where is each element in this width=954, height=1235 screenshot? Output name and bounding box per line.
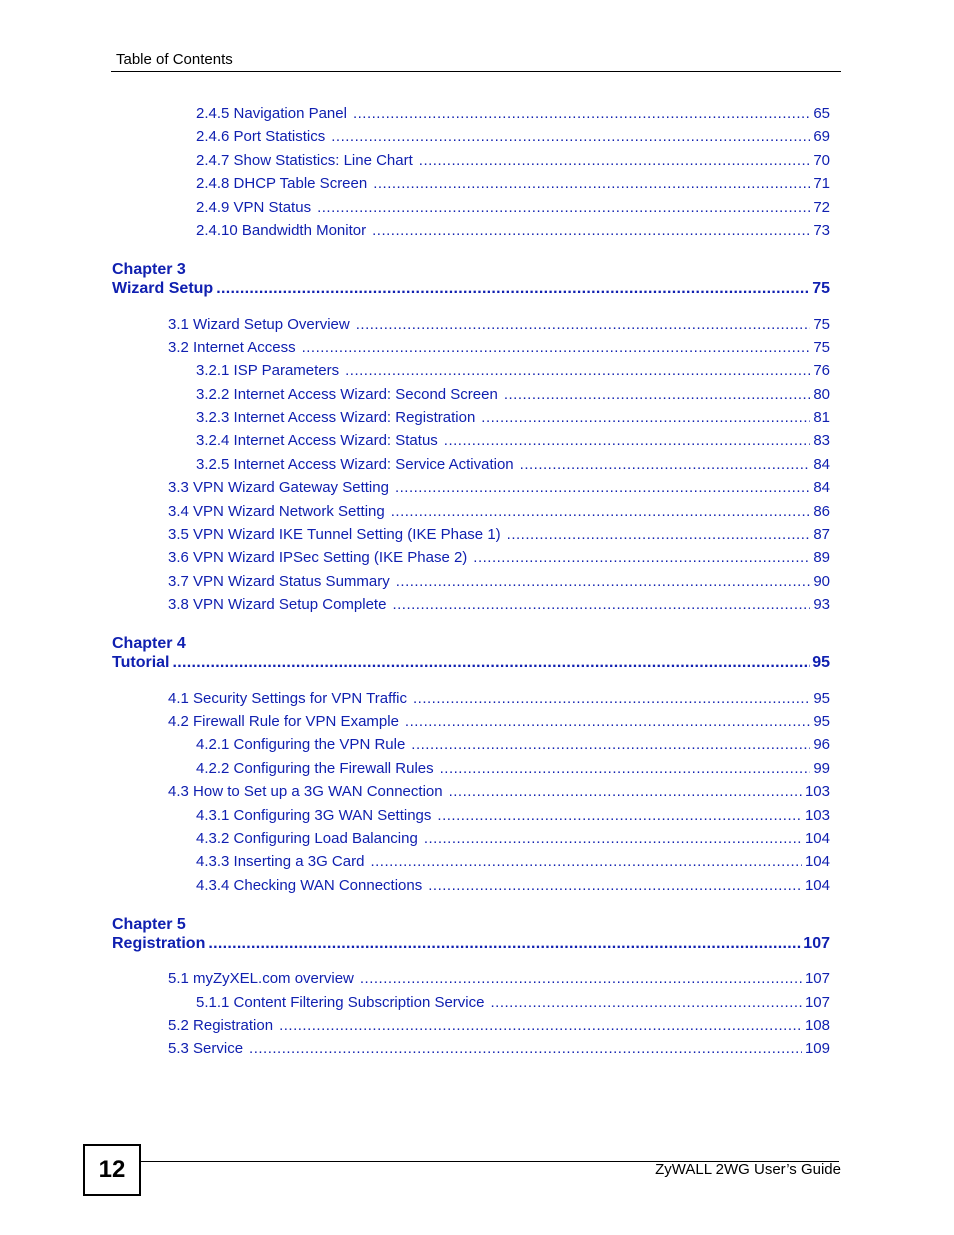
leader-dots xyxy=(345,362,810,379)
leader-dots xyxy=(317,199,810,216)
toc-entry[interactable] xyxy=(196,409,830,431)
toc-entry-title: 3.2.2 Internet Access Wizard: Second Screen xyxy=(196,386,498,403)
toc-entry[interactable] xyxy=(168,690,830,712)
leader-dots xyxy=(424,830,802,847)
toc-entry[interactable] xyxy=(168,503,830,525)
toc-entry[interactable] xyxy=(196,386,830,408)
leader-dots xyxy=(302,339,811,356)
toc-entry-title: 3.1 Wizard Setup Overview xyxy=(168,316,350,333)
toc-entry-page: 84 xyxy=(813,479,830,496)
toc-entry-title: 4.3.2 Configuring Load Balancing xyxy=(196,830,418,847)
toc-entry-title: 3.6 VPN Wizard IPSec Setting (IKE Phase 2) xyxy=(168,549,468,566)
toc-entry[interactable] xyxy=(168,339,830,361)
toc-entry[interactable] xyxy=(196,760,830,782)
toc-entry[interactable] xyxy=(168,573,830,595)
toc-entry[interactable] xyxy=(196,877,830,899)
toc-entry[interactable] xyxy=(168,479,830,501)
leader-dots xyxy=(490,994,801,1011)
toc-entry[interactable] xyxy=(196,456,830,478)
toc-entry-title: 3.7 VPN Wizard Status Summary xyxy=(168,573,390,590)
toc-entry[interactable] xyxy=(168,596,830,618)
toc-entry-page: 75 xyxy=(813,316,830,333)
leader-dots xyxy=(370,853,802,870)
toc-entry[interactable] xyxy=(196,736,830,758)
leader-dots xyxy=(396,573,811,590)
leader-dots xyxy=(392,596,810,613)
toc-entry-title: 2.4.5 Navigation Panel xyxy=(196,105,347,122)
toc-entry[interactable] xyxy=(196,807,830,829)
toc-entry-title: 2.4.10 Bandwidth Monitor xyxy=(196,222,367,239)
leader-dots xyxy=(279,1017,802,1034)
toc-entry-page: 84 xyxy=(813,456,830,473)
toc-entry-page: 96 xyxy=(813,736,830,753)
toc-entry[interactable] xyxy=(168,970,830,992)
chapter-title: Registration xyxy=(112,935,206,952)
toc-entry[interactable] xyxy=(168,316,830,338)
leader-dots xyxy=(372,222,810,239)
toc-entry[interactable] xyxy=(168,1040,830,1062)
toc-entry[interactable] xyxy=(196,830,830,852)
toc-entry-title: 4.3 How to Set up a 3G WAN Connection xyxy=(168,783,443,800)
leader-dots xyxy=(437,807,802,824)
toc-entry[interactable] xyxy=(168,783,830,805)
leader-dots xyxy=(356,316,811,333)
toc-entry-page: 72 xyxy=(813,199,830,216)
toc-entry-page: 107 xyxy=(804,994,830,1011)
toc-entry[interactable] xyxy=(196,222,830,244)
leader-dots xyxy=(473,549,810,566)
chapter-heading[interactable] xyxy=(112,654,830,676)
toc-entry-title: 2.4.9 VPN Status xyxy=(196,199,312,216)
toc-entry[interactable] xyxy=(168,1017,830,1039)
toc-entry[interactable] xyxy=(196,362,830,384)
toc-entry-title: 4.2 Firewall Rule for VPN Example xyxy=(168,713,399,730)
toc-entry[interactable] xyxy=(168,549,830,571)
leader-dots xyxy=(405,713,810,730)
toc-entry-page: 73 xyxy=(813,222,830,239)
toc-entry-page: 75 xyxy=(813,339,830,356)
guide-title: ZyWALL 2WG User’s Guide xyxy=(655,1161,841,1178)
leader-dots xyxy=(331,128,810,145)
toc-entry-page: 104 xyxy=(804,830,830,847)
toc-entry-title: 3.2.4 Internet Access Wizard: Status xyxy=(196,432,438,449)
chapter-heading[interactable] xyxy=(112,280,830,302)
toc-entry-title: 2.4.7 Show Statistics: Line Chart xyxy=(196,152,413,169)
toc-entry[interactable] xyxy=(168,713,830,735)
toc-entry-title: 5.2 Registration xyxy=(168,1017,274,1034)
toc-entry-page: 83 xyxy=(813,432,830,449)
toc-entry-page: 87 xyxy=(813,526,830,543)
leader-dots xyxy=(507,526,811,543)
toc-entry-page: 76 xyxy=(813,362,830,379)
toc-entry-page: 95 xyxy=(813,713,830,730)
toc-entry[interactable] xyxy=(196,432,830,454)
toc-entry[interactable] xyxy=(196,152,830,174)
toc-entry-title: 4.2.2 Configuring the Firewall Rules xyxy=(196,760,434,777)
toc-entry-page: 65 xyxy=(813,105,830,122)
toc-entry-page: 95 xyxy=(813,690,830,707)
toc-entry-page: 90 xyxy=(813,573,830,590)
toc-entry-title: 3.2.3 Internet Access Wizard: Registration xyxy=(196,409,476,426)
toc-entry-title: 3.4 VPN Wizard Network Setting xyxy=(168,503,385,520)
leader-dots xyxy=(391,503,811,520)
toc-entry-title: 3.2.1 ISP Parameters xyxy=(196,362,340,379)
toc-entry[interactable] xyxy=(196,853,830,875)
toc-entry-title: 4.3.3 Inserting a 3G Card xyxy=(196,853,365,870)
toc-entry-title: 5.1 myZyXEL.com overview xyxy=(168,970,354,987)
leader-dots xyxy=(216,280,810,298)
chapter-page: 95 xyxy=(812,654,830,671)
toc-entry-page: 70 xyxy=(813,152,830,169)
page-number: 12 xyxy=(83,1144,141,1196)
toc-entry-title: 3.5 VPN Wizard IKE Tunnel Setting (IKE Phase 1) xyxy=(168,526,501,543)
toc-entry-title: 5.1.1 Content Filtering Subscription Service xyxy=(196,994,485,1011)
leader-dots xyxy=(520,456,811,473)
leader-dots xyxy=(481,409,810,426)
toc-entry-title: 4.2.1 Configuring the VPN Rule xyxy=(196,736,406,753)
chapter-page: 75 xyxy=(812,280,830,297)
toc-entry-page: 103 xyxy=(804,807,830,824)
chapter-title: Wizard Setup xyxy=(112,280,214,297)
toc-entry[interactable] xyxy=(196,128,830,150)
leader-dots xyxy=(413,690,810,707)
toc-entry[interactable] xyxy=(196,199,830,221)
toc-entry-page: 89 xyxy=(813,549,830,566)
chapter-label: Chapter 4 xyxy=(112,635,186,652)
toc-entry-page: 104 xyxy=(804,853,830,870)
header-divider xyxy=(111,71,841,72)
leader-dots xyxy=(440,760,811,777)
running-header: Table of Contents xyxy=(116,51,233,68)
chapter-title: Tutorial xyxy=(112,654,170,671)
toc-entry-page: 69 xyxy=(813,128,830,145)
toc-entry-title: 3.2 Internet Access xyxy=(168,339,296,356)
toc-entry-page: 86 xyxy=(813,503,830,520)
toc-entry[interactable] xyxy=(168,526,830,548)
toc-entry[interactable] xyxy=(196,994,830,1016)
toc-entry-page: 80 xyxy=(813,386,830,403)
chapter-heading[interactable] xyxy=(112,935,830,957)
toc-entry-title: 3.3 VPN Wizard Gateway Setting xyxy=(168,479,389,496)
toc-entry-page: 109 xyxy=(804,1040,830,1057)
leader-dots xyxy=(208,935,801,953)
toc-entry-page: 103 xyxy=(804,783,830,800)
leader-dots xyxy=(172,654,810,672)
toc-entry-page: 108 xyxy=(804,1017,830,1034)
toc-entry-title: 4.1 Security Settings for VPN Traffic xyxy=(168,690,407,707)
toc-entry-page: 99 xyxy=(813,760,830,777)
leader-dots xyxy=(411,736,810,753)
toc-entry-title: 3.8 VPN Wizard Setup Complete xyxy=(168,596,387,613)
chapter-label: Chapter 5 xyxy=(112,916,186,933)
leader-dots xyxy=(249,1040,802,1057)
chapter-page: 107 xyxy=(803,935,830,952)
leader-dots xyxy=(449,783,802,800)
toc-entry-title: 5.3 Service xyxy=(168,1040,244,1057)
toc-entry[interactable] xyxy=(196,105,830,127)
toc-entry-title: 2.4.8 DHCP Table Screen xyxy=(196,175,368,192)
toc-entry-page: 107 xyxy=(804,970,830,987)
toc-entry[interactable] xyxy=(196,175,830,197)
chapter-label: Chapter 3 xyxy=(112,261,186,278)
toc-entry-title: 3.2.5 Internet Access Wizard: Service Activation xyxy=(196,456,514,473)
leader-dots xyxy=(360,970,802,987)
leader-dots xyxy=(353,105,810,122)
leader-dots xyxy=(373,175,810,192)
toc-entry-title: 4.3.4 Checking WAN Connections xyxy=(196,877,423,894)
toc-entry-title: 4.3.1 Configuring 3G WAN Settings xyxy=(196,807,432,824)
leader-dots xyxy=(419,152,811,169)
toc-entry-page: 71 xyxy=(813,175,830,192)
leader-dots xyxy=(395,479,810,496)
leader-dots xyxy=(444,432,811,449)
leader-dots xyxy=(504,386,810,403)
toc-entry-page: 104 xyxy=(804,877,830,894)
toc-entry-page: 93 xyxy=(813,596,830,613)
toc-entry-title: 2.4.6 Port Statistics xyxy=(196,128,326,145)
toc-entry-page: 81 xyxy=(813,409,830,426)
leader-dots xyxy=(428,877,802,894)
